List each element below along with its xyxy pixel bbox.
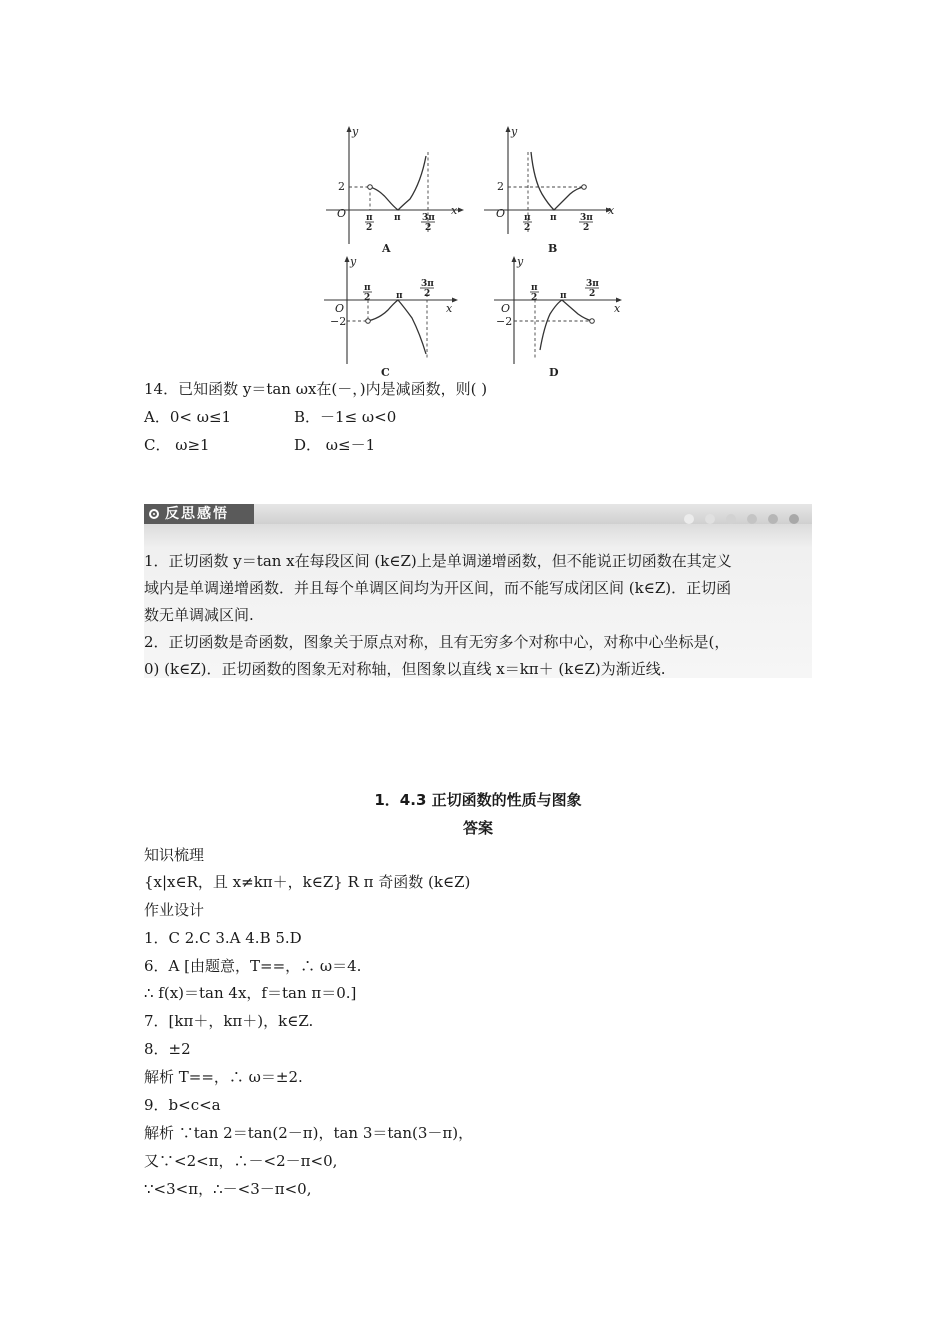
svg-text:3π: 3π (422, 213, 435, 223)
answer-line: 解析 ∵tan 2＝tan(2－π)，tan 3＝tan(3－π)， (144, 1124, 474, 1142)
axis-x-label: x (614, 302, 621, 315)
svg-text:2: 2 (583, 223, 590, 233)
circle-bullet-icon (149, 509, 159, 519)
answer-line: 知识梳理 (144, 846, 205, 864)
origin-label: O (496, 207, 506, 220)
axis-x-label: x (446, 302, 453, 315)
answers-section-title: 1．4.3 正切函数的性质与图象 (374, 791, 582, 809)
svg-text:2: 2 (366, 223, 373, 233)
answer-line: ∴ f(x)＝tan 4x，f＝tan π＝0.] (144, 984, 357, 1002)
svg-text:π: π (366, 213, 373, 223)
dot-icon (705, 514, 715, 524)
graph-label: A (382, 242, 391, 255)
option-c: C． ω≥1 (144, 436, 210, 454)
axis-x-label: x (451, 204, 458, 217)
origin-label: O (501, 302, 511, 315)
svg-text:2: 2 (364, 293, 371, 303)
svg-text:π: π (364, 283, 371, 293)
svg-text:π: π (560, 291, 567, 301)
answer-line: 又∵<2<π，∴－<2－π<0, (144, 1152, 338, 1170)
reflection-line: 0) (k∈Z)．正切函数的图象无对称轴，但图象以直线 x＝kπ＋ (k∈Z)为渐近线. (144, 660, 666, 678)
answer-line: 8．±2 (144, 1040, 191, 1058)
reflection-line: 数无单调减区间. (144, 606, 254, 624)
tick-y-label: −2 (496, 315, 513, 328)
axis-y-label: y (350, 255, 357, 268)
graph-label: B (548, 242, 558, 255)
answer-line: 6．A [由题意，T==，∴ ω＝4. (144, 957, 362, 975)
reflection-line: 1．正切函数 y＝tan x在每段区间 (k∈Z)上是单调递增函数，但不能说正切函数在其定义 (144, 552, 732, 570)
option-a: A．0< ω≤1 (144, 408, 232, 426)
dot-icon (768, 514, 778, 524)
origin-label: O (335, 302, 345, 315)
dot-icon (726, 514, 736, 524)
tick-y-label: 2 (497, 180, 504, 193)
reflection-body (144, 524, 812, 678)
svg-text:π: π (524, 213, 531, 223)
answer-line: 7．[kπ＋，kπ＋)，k∈Z. (144, 1012, 314, 1030)
answer-line: 解析 T==，∴ ω＝±2. (144, 1068, 303, 1086)
svg-text:2: 2 (524, 223, 531, 233)
tick-y-label: −2 (330, 315, 347, 328)
question-14-stem: 14．已知函数 y＝tan ωx在(－，)内是减函数，则( ) (144, 380, 488, 398)
axis-y-label: y (517, 255, 524, 268)
answer-line: 作业设计 (144, 901, 205, 919)
graph-label: D (549, 366, 559, 379)
svg-text:π: π (396, 291, 403, 301)
tick-y-label: 2 (338, 180, 345, 193)
graph-label: C (381, 366, 390, 379)
dot-icon (747, 514, 757, 524)
answer-line: 1．C 2.C 3.A 4.B 5.D (144, 929, 302, 947)
svg-text:2: 2 (589, 289, 596, 299)
svg-text:2: 2 (424, 289, 431, 299)
graph-c (324, 255, 458, 379)
reflection-line: 域内是单调递增函数．并且每个单调区间均为开区间，而不能写成闭区间 (k∈Z)．正切函 (144, 579, 732, 597)
option-b: B．－1≤ ω<0 (294, 408, 397, 426)
svg-text:3π: 3π (586, 279, 599, 289)
svg-text:π: π (394, 213, 401, 223)
graph-a (326, 125, 464, 255)
svg-text:2: 2 (425, 223, 432, 233)
function-graphs-figure (318, 122, 628, 382)
reflection-line: 2．正切函数是奇函数，图象关于原点对称，且有无穷多个对称中心，对称中心坐标是(， (144, 633, 730, 651)
graph-d (494, 255, 622, 379)
svg-text:3π: 3π (580, 213, 593, 223)
svg-text:3π: 3π (421, 279, 434, 289)
reflection-header (144, 504, 254, 524)
axis-y-label: y (511, 125, 518, 138)
svg-text:2: 2 (531, 293, 538, 303)
dot-icon (684, 514, 694, 524)
reflection-title: 反思感悟 (165, 506, 229, 522)
axis-y-label: y (352, 125, 359, 138)
dot-icon (789, 514, 799, 524)
option-d: D． ω≤－1 (294, 436, 376, 454)
axis-x-label: x (608, 204, 615, 217)
graph-b (484, 125, 615, 255)
origin-label: O (337, 207, 347, 220)
svg-text:π: π (531, 283, 538, 293)
answer-line: ∵<3<π，∴－<3－π<0, (144, 1180, 312, 1198)
answer-line: {x|x∈R，且 x≠kπ＋，k∈Z} R π 奇函数 (k∈Z) (144, 873, 471, 891)
svg-text:π: π (550, 213, 557, 223)
answers-heading: 答案 (462, 819, 493, 837)
answer-line: 9．b<c<a (144, 1096, 221, 1114)
